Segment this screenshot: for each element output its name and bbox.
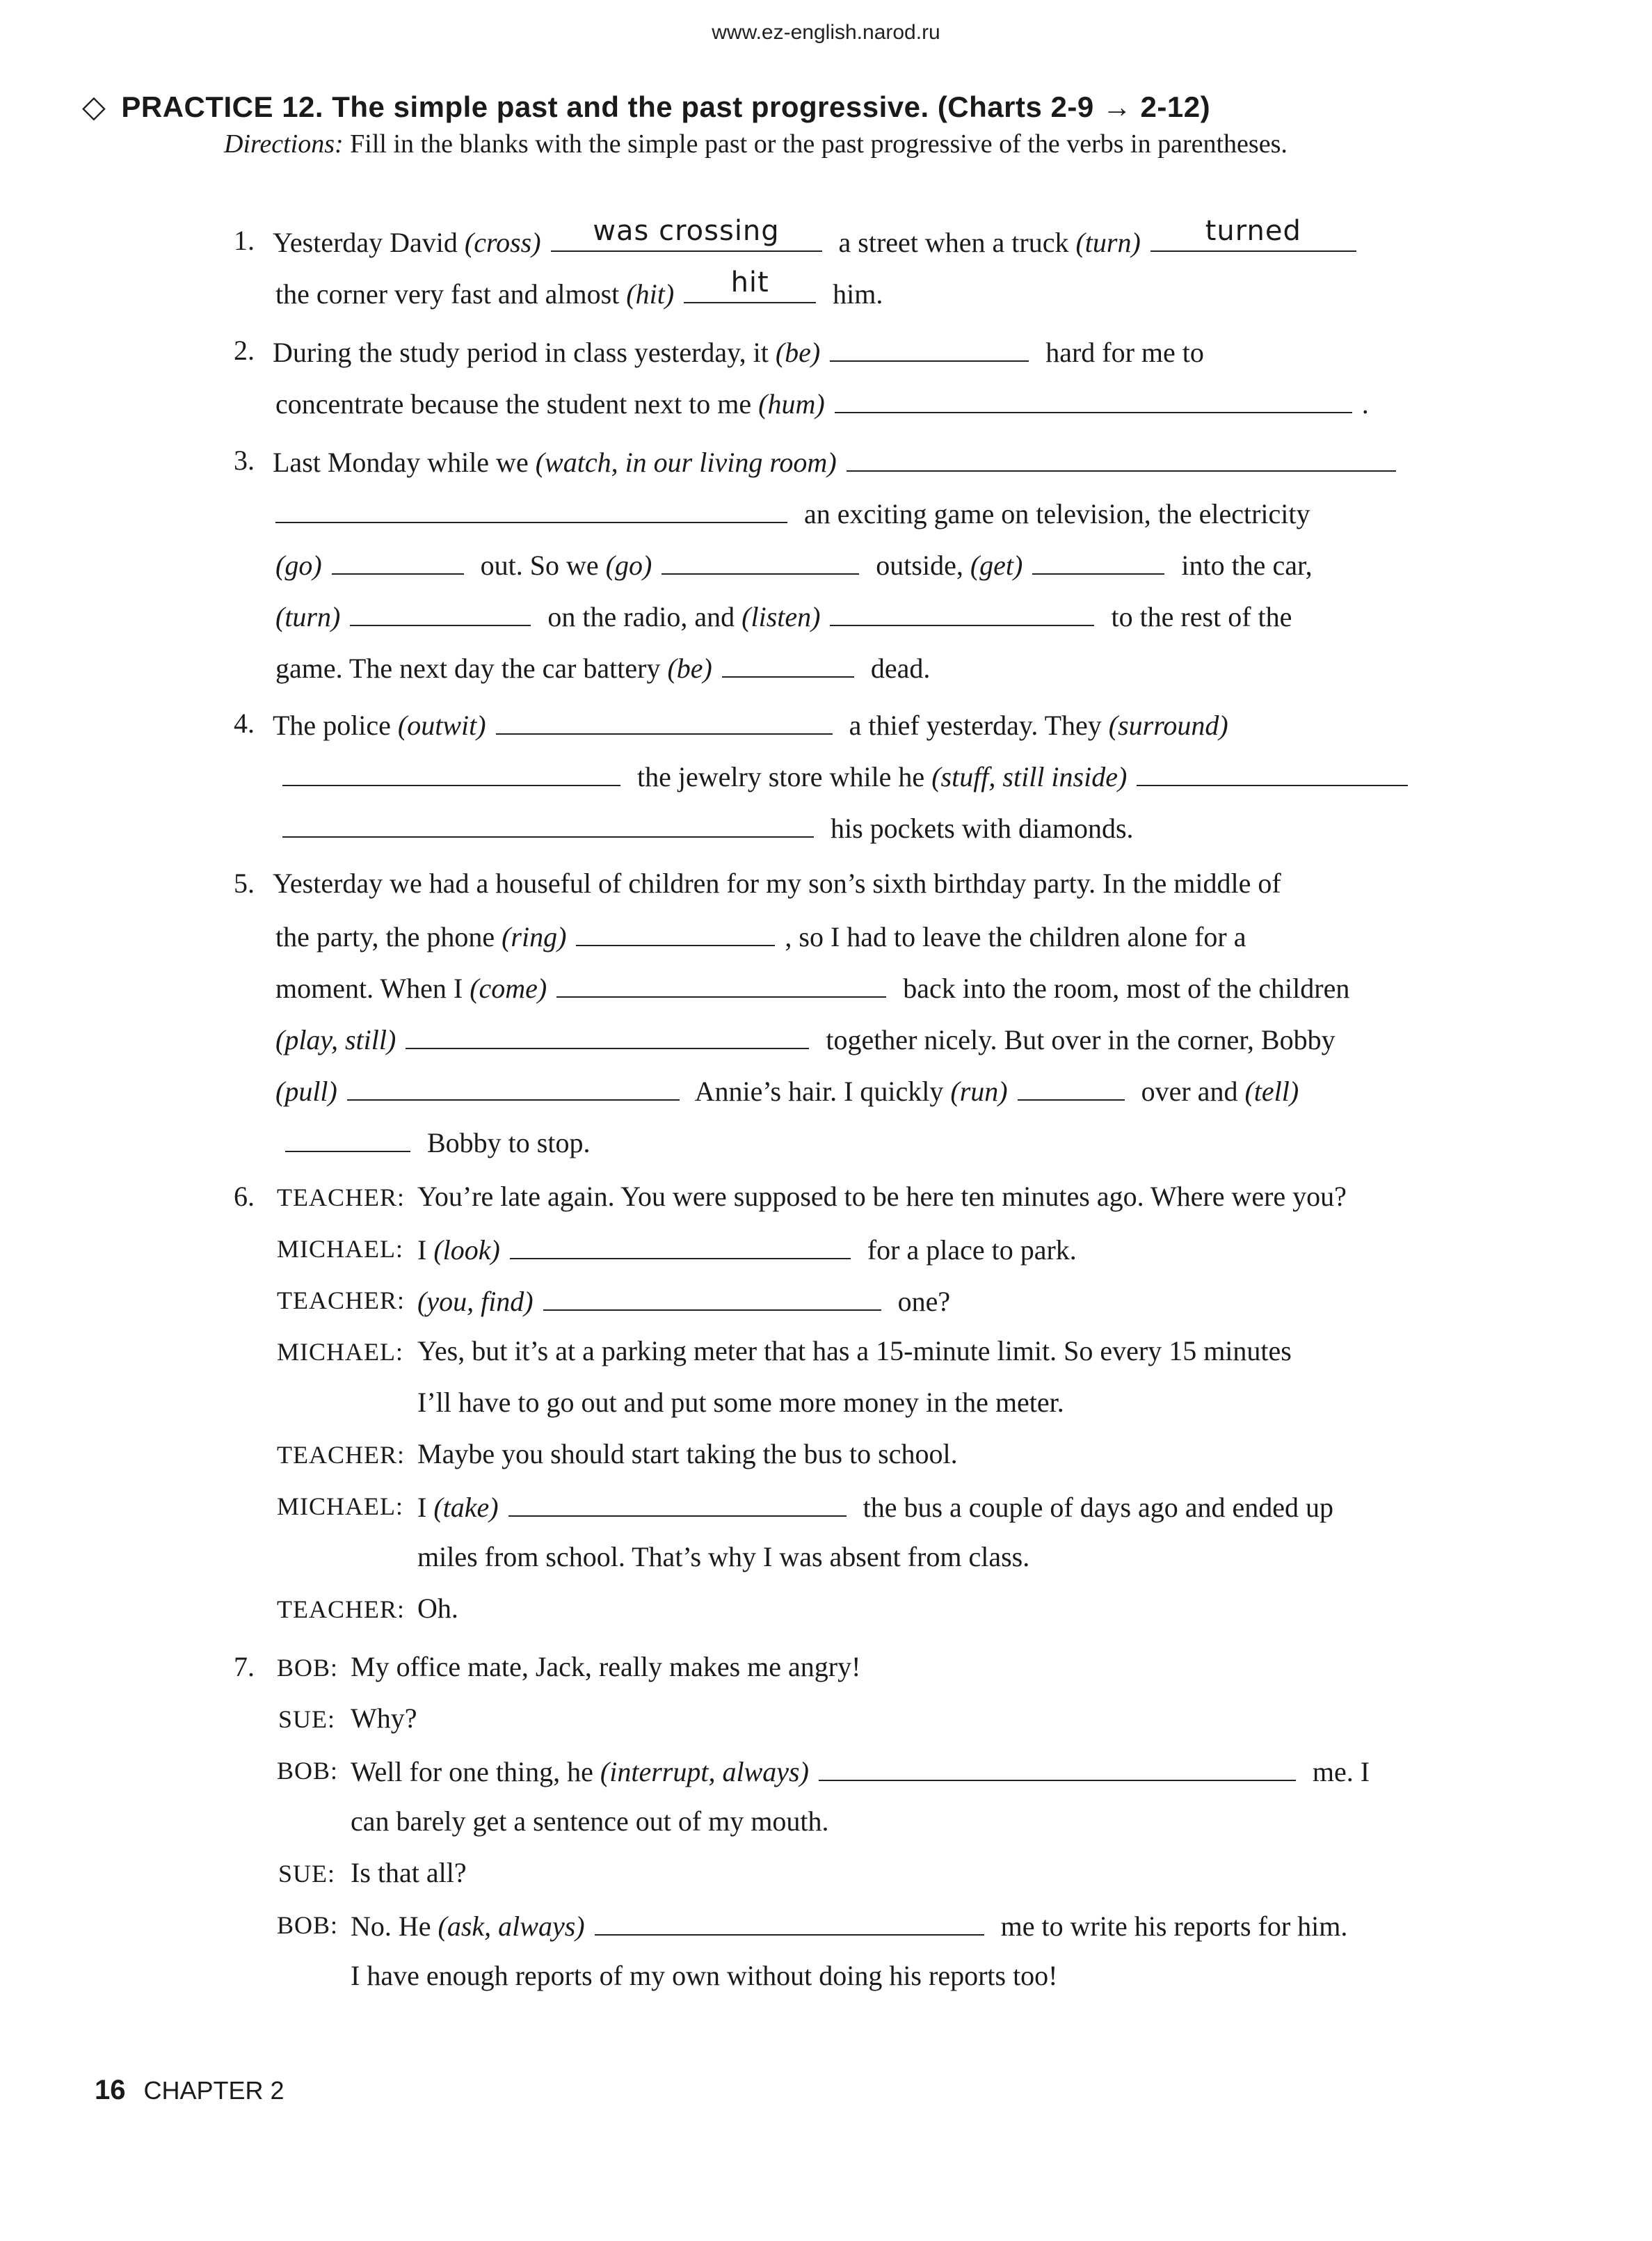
chapter-label: CHAPTER 2 (143, 2076, 284, 2105)
answer-blank[interactable] (282, 810, 814, 838)
q6-line-5 (417, 1386, 1064, 1419)
answer-blank[interactable] (285, 1124, 410, 1152)
q4-line-1 (273, 707, 1228, 742)
text: into the car, (1174, 550, 1313, 581)
verb-hint: (play, still) (275, 1024, 396, 1055)
answer-blank[interactable] (1150, 215, 1356, 252)
answer-blank[interactable] (350, 598, 531, 626)
answer-blank[interactable] (576, 918, 775, 946)
verb-hint: (watch, in our living room) (535, 447, 837, 478)
verb-hint: (be) (775, 337, 821, 368)
verb-hint: (listen) (741, 601, 821, 632)
q4-line-3 (275, 810, 1134, 845)
answer-blank[interactable] (508, 1489, 847, 1517)
verb-hint: (pull) (275, 1076, 337, 1107)
answer-blank[interactable] (282, 758, 620, 786)
answer-blank[interactable] (556, 970, 886, 998)
text: together nicely. But over in the corner, Bobby (819, 1024, 1336, 1055)
q6-line-7 (417, 1489, 1333, 1524)
verb-hint: (interrupt, always) (600, 1756, 809, 1787)
speaker-teacher: TEACHER: (277, 1595, 405, 1623)
verb-hint: (take) (433, 1492, 499, 1523)
answer-blank[interactable] (830, 334, 1029, 362)
text: During the study period in class yesterday, it (273, 337, 776, 368)
verb-hint: (hum) (758, 388, 825, 420)
page-footer (95, 2075, 284, 2106)
verb-hint: (go) (605, 550, 652, 581)
verb-hint: (cross) (464, 227, 541, 258)
text: I have enough reports of my own without doing his reports too! (351, 1960, 1058, 1991)
text: me. I (1305, 1756, 1370, 1787)
practice-title (82, 89, 1210, 125)
question-number: 4. (234, 708, 255, 739)
question-number: 2. (234, 335, 255, 366)
answer-blank[interactable] (595, 1908, 984, 1936)
speaker-sue: SUE: (278, 1705, 336, 1733)
answer-blank[interactable] (1137, 758, 1408, 786)
verb-hint: (turn) (1075, 227, 1141, 258)
verb-hint: (be) (667, 653, 712, 684)
text: for a place to park. (860, 1234, 1077, 1266)
speaker-bob: BOB: (277, 1757, 339, 1785)
q5-line-5 (275, 1073, 1299, 1108)
answer-blank[interactable] (722, 650, 854, 678)
question-2 (234, 334, 255, 367)
verb-hint: (go) (275, 550, 322, 581)
text: the party, the phone (275, 921, 502, 952)
text: I (417, 1234, 434, 1266)
question-number: 5. (234, 868, 255, 899)
speaker-teacher: TEACHER: (277, 1183, 405, 1211)
question-number: 1. (234, 225, 255, 256)
text: Well for one thing, he (351, 1756, 600, 1787)
text: dead. (863, 653, 931, 684)
text: the jewelry store while he (630, 761, 932, 792)
answer-blank[interactable] (332, 547, 464, 575)
text: You’re late again. You were supposed to be here ten minutes ago. Where were you? (417, 1181, 1347, 1212)
verb-hint: (you, find) (417, 1286, 534, 1317)
question-4 (234, 707, 255, 740)
speaker-teacher: TEACHER: (277, 1286, 405, 1314)
q7-speaker (278, 1702, 335, 1736)
verb-hint: (stuff, still inside) (931, 761, 1128, 792)
verb-hint: (turn) (275, 601, 341, 632)
handwritten-answer: was crossing (593, 215, 780, 247)
q7-speaker (278, 1856, 335, 1890)
text: a street when a truck (831, 227, 1076, 258)
text: Is that all? (351, 1857, 467, 1888)
q7-line-7 (351, 1959, 1058, 1993)
text: over and (1134, 1076, 1245, 1107)
answer-blank[interactable] (830, 598, 1094, 626)
text: Yes, but it’s at a parking meter that has a 15-minute limit. So every 15 minutes (417, 1335, 1292, 1366)
q7-speaker (277, 1650, 338, 1684)
text: can barely get a sentence out of my mouth. (351, 1805, 829, 1837)
verb-hint: (look) (433, 1234, 500, 1266)
answer-blank[interactable] (1032, 547, 1164, 575)
source-url: www.ez-english.narod.ru (712, 21, 940, 44)
answer-blank[interactable] (1018, 1073, 1125, 1101)
text: No. He (351, 1911, 438, 1942)
q6-line-2 (417, 1231, 1077, 1267)
q7-line-2 (351, 1702, 417, 1735)
text: I (417, 1492, 434, 1523)
q7-line-1 (351, 1650, 860, 1684)
verb-hint: (hit) (626, 278, 675, 310)
answer-blank[interactable] (496, 707, 833, 735)
q6-speaker (277, 1437, 405, 1472)
verb-hint: (ring) (502, 921, 567, 952)
q6-speaker (277, 1283, 405, 1317)
question-6 (234, 1180, 255, 1213)
text: an exciting game on television, the electricity (797, 498, 1310, 529)
q7-line-4 (351, 1805, 829, 1838)
question-5 (234, 867, 255, 900)
q1-line-2 (275, 266, 883, 311)
answer-blank[interactable] (275, 495, 787, 523)
directions-label: Directions: (224, 129, 344, 159)
verb-hint: (get) (970, 550, 1023, 581)
q5-line-2 (275, 918, 1246, 954)
question-number: 3. (234, 445, 255, 476)
handwritten-answer: turned (1205, 215, 1301, 247)
answer-blank[interactable] (406, 1021, 809, 1049)
q6-line-9 (417, 1592, 458, 1625)
text: out. So we (473, 550, 606, 581)
verb-hint: (come) (470, 973, 547, 1004)
text: Last Monday while we (273, 447, 536, 478)
text: the corner very fast and almost (275, 278, 627, 310)
q5-line-1 (273, 867, 1281, 900)
speaker-michael: MICHAEL: (277, 1338, 403, 1366)
q6-line-8 (417, 1540, 1029, 1574)
q1-line-1 (273, 215, 1366, 260)
q5-line-4 (275, 1021, 1336, 1057)
speaker-bob: BOB: (277, 1911, 339, 1939)
text: Maybe you should start taking the bus to school. (417, 1438, 958, 1469)
q5-line-3 (275, 970, 1349, 1005)
q6-line-3 (417, 1283, 950, 1318)
text: hard for me to (1038, 337, 1204, 368)
text: miles from school. That’s why I was absent from class. (417, 1541, 1030, 1572)
text: Annie’s hair. I quickly (689, 1076, 951, 1107)
answer-blank[interactable] (543, 1283, 881, 1311)
text: game. The next day the car battery (275, 653, 668, 684)
q7-line-3 (351, 1753, 1370, 1789)
speaker-michael: MICHAEL: (277, 1235, 403, 1263)
q3-line-3 (275, 547, 1313, 582)
q6-speaker (277, 1180, 405, 1214)
text: a thief yesterday. They (842, 710, 1109, 741)
text: concentrate because the student next to me (275, 388, 759, 420)
question-3 (234, 444, 255, 477)
practice-title-text: PRACTICE 12. The simple past and the past progressive. (Charts 2-9 → 2-12) (121, 90, 1211, 123)
text: Yesterday David (273, 227, 465, 258)
text: back into the room, most of the children (896, 973, 1350, 1004)
q6-line-4 (417, 1334, 1292, 1368)
answer-blank[interactable] (835, 385, 1352, 413)
text: outside, (869, 550, 970, 581)
text: to the rest of the (1104, 601, 1292, 632)
q7-line-5 (351, 1856, 467, 1890)
text: him. (826, 278, 883, 310)
text: Oh. (417, 1593, 458, 1624)
question-7 (234, 1650, 255, 1684)
page-number: 16 (95, 2075, 126, 2105)
text: . (1361, 388, 1369, 420)
q6-speaker (277, 1334, 403, 1369)
answer-blank[interactable] (347, 1073, 680, 1101)
text: Bobby to stop. (420, 1127, 591, 1158)
speaker-teacher: TEACHER: (277, 1441, 405, 1469)
text: me to write his reports for him. (993, 1911, 1348, 1942)
text: Why? (351, 1702, 417, 1734)
text: his pockets with diamonds. (824, 813, 1134, 844)
answer-blank[interactable] (847, 444, 1396, 472)
q7-speaker (277, 1908, 338, 1942)
verb-hint: (outwit) (397, 710, 486, 741)
q6-line-1 (417, 1180, 1347, 1213)
directions (224, 127, 1406, 161)
verb-hint: (run) (950, 1076, 1008, 1107)
q6-line-6 (417, 1437, 958, 1471)
answer-blank[interactable] (510, 1231, 851, 1259)
answer-blank[interactable] (684, 266, 816, 303)
question-number: 7. (234, 1651, 255, 1682)
answer-blank[interactable] (661, 547, 859, 575)
text: The police (273, 710, 398, 741)
q6-speaker (277, 1592, 405, 1626)
speaker-sue: SUE: (278, 1860, 336, 1888)
q3-line-2 (275, 495, 1310, 531)
text: I’ll have to go out and put some more money in the meter. (417, 1387, 1064, 1418)
q5-line-6 (275, 1124, 590, 1160)
q2-line-2 (275, 385, 1369, 421)
q3-line-1 (273, 444, 1406, 479)
question-number: 6. (234, 1181, 255, 1212)
speaker-bob: BOB: (277, 1654, 339, 1682)
verb-hint: (tell) (1244, 1076, 1299, 1107)
answer-blank[interactable] (819, 1753, 1296, 1781)
q7-line-6 (351, 1908, 1347, 1943)
handwritten-answer: hit (730, 266, 769, 298)
q2-line-1 (273, 334, 1204, 369)
directions-text: Fill in the blanks with the simple past or the past progressive of the verbs in parentheses. (343, 129, 1288, 159)
question-1 (234, 224, 255, 257)
verb-hint: (ask, always) (438, 1911, 585, 1942)
text: the bus a couple of days ago and ended up (856, 1492, 1334, 1523)
diamond-icon: ◇ (82, 90, 106, 124)
answer-blank[interactable] (551, 215, 822, 252)
text: , so I had to leave the children alone for a (785, 921, 1246, 952)
verb-hint: (surround) (1108, 710, 1228, 741)
q6-speaker (277, 1231, 403, 1266)
q4-line-2 (275, 758, 1418, 794)
q7-speaker (277, 1753, 338, 1787)
text: moment. When I (275, 973, 470, 1004)
q3-line-4 (275, 598, 1292, 634)
q6-speaker (277, 1489, 403, 1523)
speaker-michael: MICHAEL: (277, 1492, 403, 1520)
text: one? (890, 1286, 951, 1317)
text: Yesterday we had a houseful of children for my son’s sixth birthday party. In the middle of (273, 868, 1281, 899)
text: My office mate, Jack, really makes me angry! (351, 1651, 861, 1682)
text: on the radio, and (540, 601, 742, 632)
q3-line-5 (275, 650, 930, 685)
